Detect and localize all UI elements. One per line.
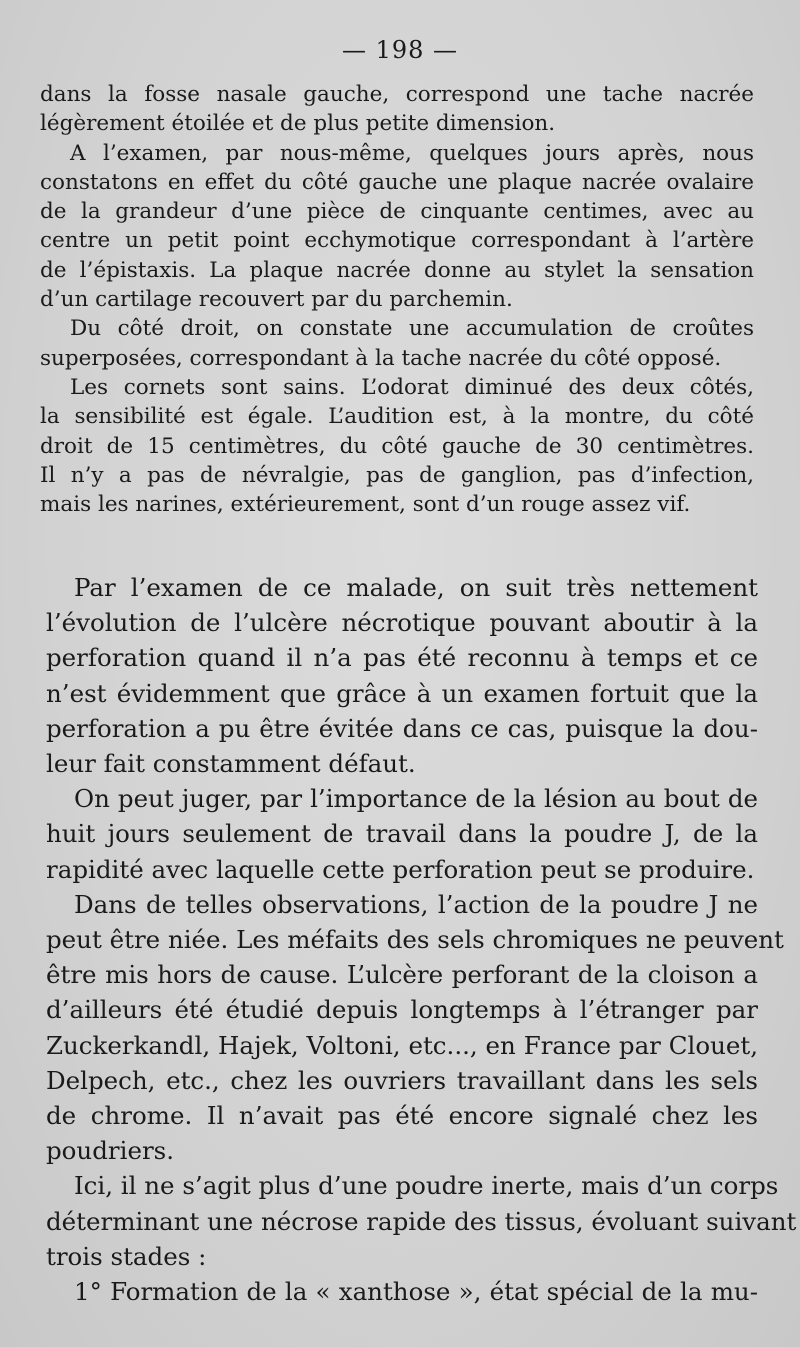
- text-line: poudriers.: [46, 1136, 175, 1166]
- text-line: Les cornets sont sains. L’odorat diminué des deux côtés,: [70, 374, 754, 400]
- text-line: d’ailleurs été étudié depuis longtemps à l’étranger par: [46, 995, 758, 1025]
- text-line: centre un petit point ecchymotique correspondant à l’artère: [40, 228, 754, 254]
- text-line: superposées, correspondant à la tache nacrée du côté opposé.: [40, 345, 722, 371]
- text-line: On peut juger, par l’importance de la lésion au bout de: [74, 784, 758, 814]
- observation-paragraphs: [40, 80, 754, 519]
- text-line: déterminant une nécrose rapide des tissus, évoluant suivant: [46, 1206, 797, 1236]
- page-number: — 198 —: [341, 36, 459, 64]
- text-line: trois stades :: [46, 1241, 207, 1271]
- text-line: n’est évidemment que grâce à un examen fortuit que la: [46, 678, 758, 708]
- text-line: être mis hors de cause. L’ulcère perforant de la cloison a: [46, 960, 758, 990]
- text-line: leur fait constamment défaut.: [46, 749, 416, 779]
- text-line: 1° Formation de la « xanthose », état spécial de la mu-: [74, 1277, 758, 1307]
- text-line: la sensibilité est égale. L’audition est, à la montre, du côté: [40, 404, 754, 430]
- text-line: peut être niée. Les méfaits des sels chromiques ne peuvent: [46, 925, 784, 955]
- text-line: l’évolution de l’ulcère nécrotique pouvant aboutir à la: [46, 608, 758, 638]
- text-line: de chrome. Il n’avait pas été encore signalé chez les: [46, 1101, 758, 1131]
- text-line: droit de 15 centimètres, du côté gauche de 30 centimètres.: [40, 433, 754, 459]
- text-line: perforation a pu être évitée dans ce cas, puisque la dou-: [46, 713, 758, 743]
- text-line: Delpech, etc., chez les ouvriers travaillant dans les sels: [46, 1065, 758, 1095]
- text-line: rapidité avec laquelle cette perforation peut se produire.: [46, 854, 755, 884]
- text-line: Il n’y a pas de névralgie, pas de ganglion, pas d’infection,: [40, 462, 754, 488]
- text-line: Ici, il ne s’agit plus d’une poudre inerte, mais d’un corps: [74, 1171, 779, 1201]
- text-line: mais les narines, extérieurement, sont d’un rouge assez vif.: [40, 492, 691, 518]
- text-line: Du côté droit, on constate une accumulation de croûtes: [70, 316, 754, 342]
- text-line: Dans de telles observations, l’action de la poudre J ne: [74, 889, 758, 919]
- text-line: de l’épistaxis. La plaque nacrée donne au stylet la sensation: [40, 257, 754, 283]
- text-line: dans la fosse nasale gauche, correspond une tache nacrée: [40, 82, 754, 107]
- text-line: Par l’examen de ce malade, on suit très nettement: [74, 573, 758, 602]
- text-line: constatons en effet du côté gauche une plaque nacrée ovalaire: [40, 169, 754, 195]
- text-line: légèrement étoilée et de plus petite dimension.: [40, 111, 556, 137]
- text-line: huit jours seulement de travail dans la poudre J, de la: [46, 819, 758, 849]
- text-line: A l’examen, par nous-même, quelques jours après, nous: [70, 140, 754, 166]
- text-line: Zuckerkandl, Hajek, Voltoni, etc..., en France par Clouet,: [46, 1030, 758, 1060]
- discussion-paragraphs: [46, 570, 797, 1309]
- text-line: perforation quand il n’a pas été reconnu à temps et ce: [46, 643, 758, 673]
- text-line: de la grandeur d’une pièce de cinquante centimes, avec au: [40, 199, 754, 225]
- text-line: d’un cartilage recouvert par du parchemin.: [40, 287, 513, 313]
